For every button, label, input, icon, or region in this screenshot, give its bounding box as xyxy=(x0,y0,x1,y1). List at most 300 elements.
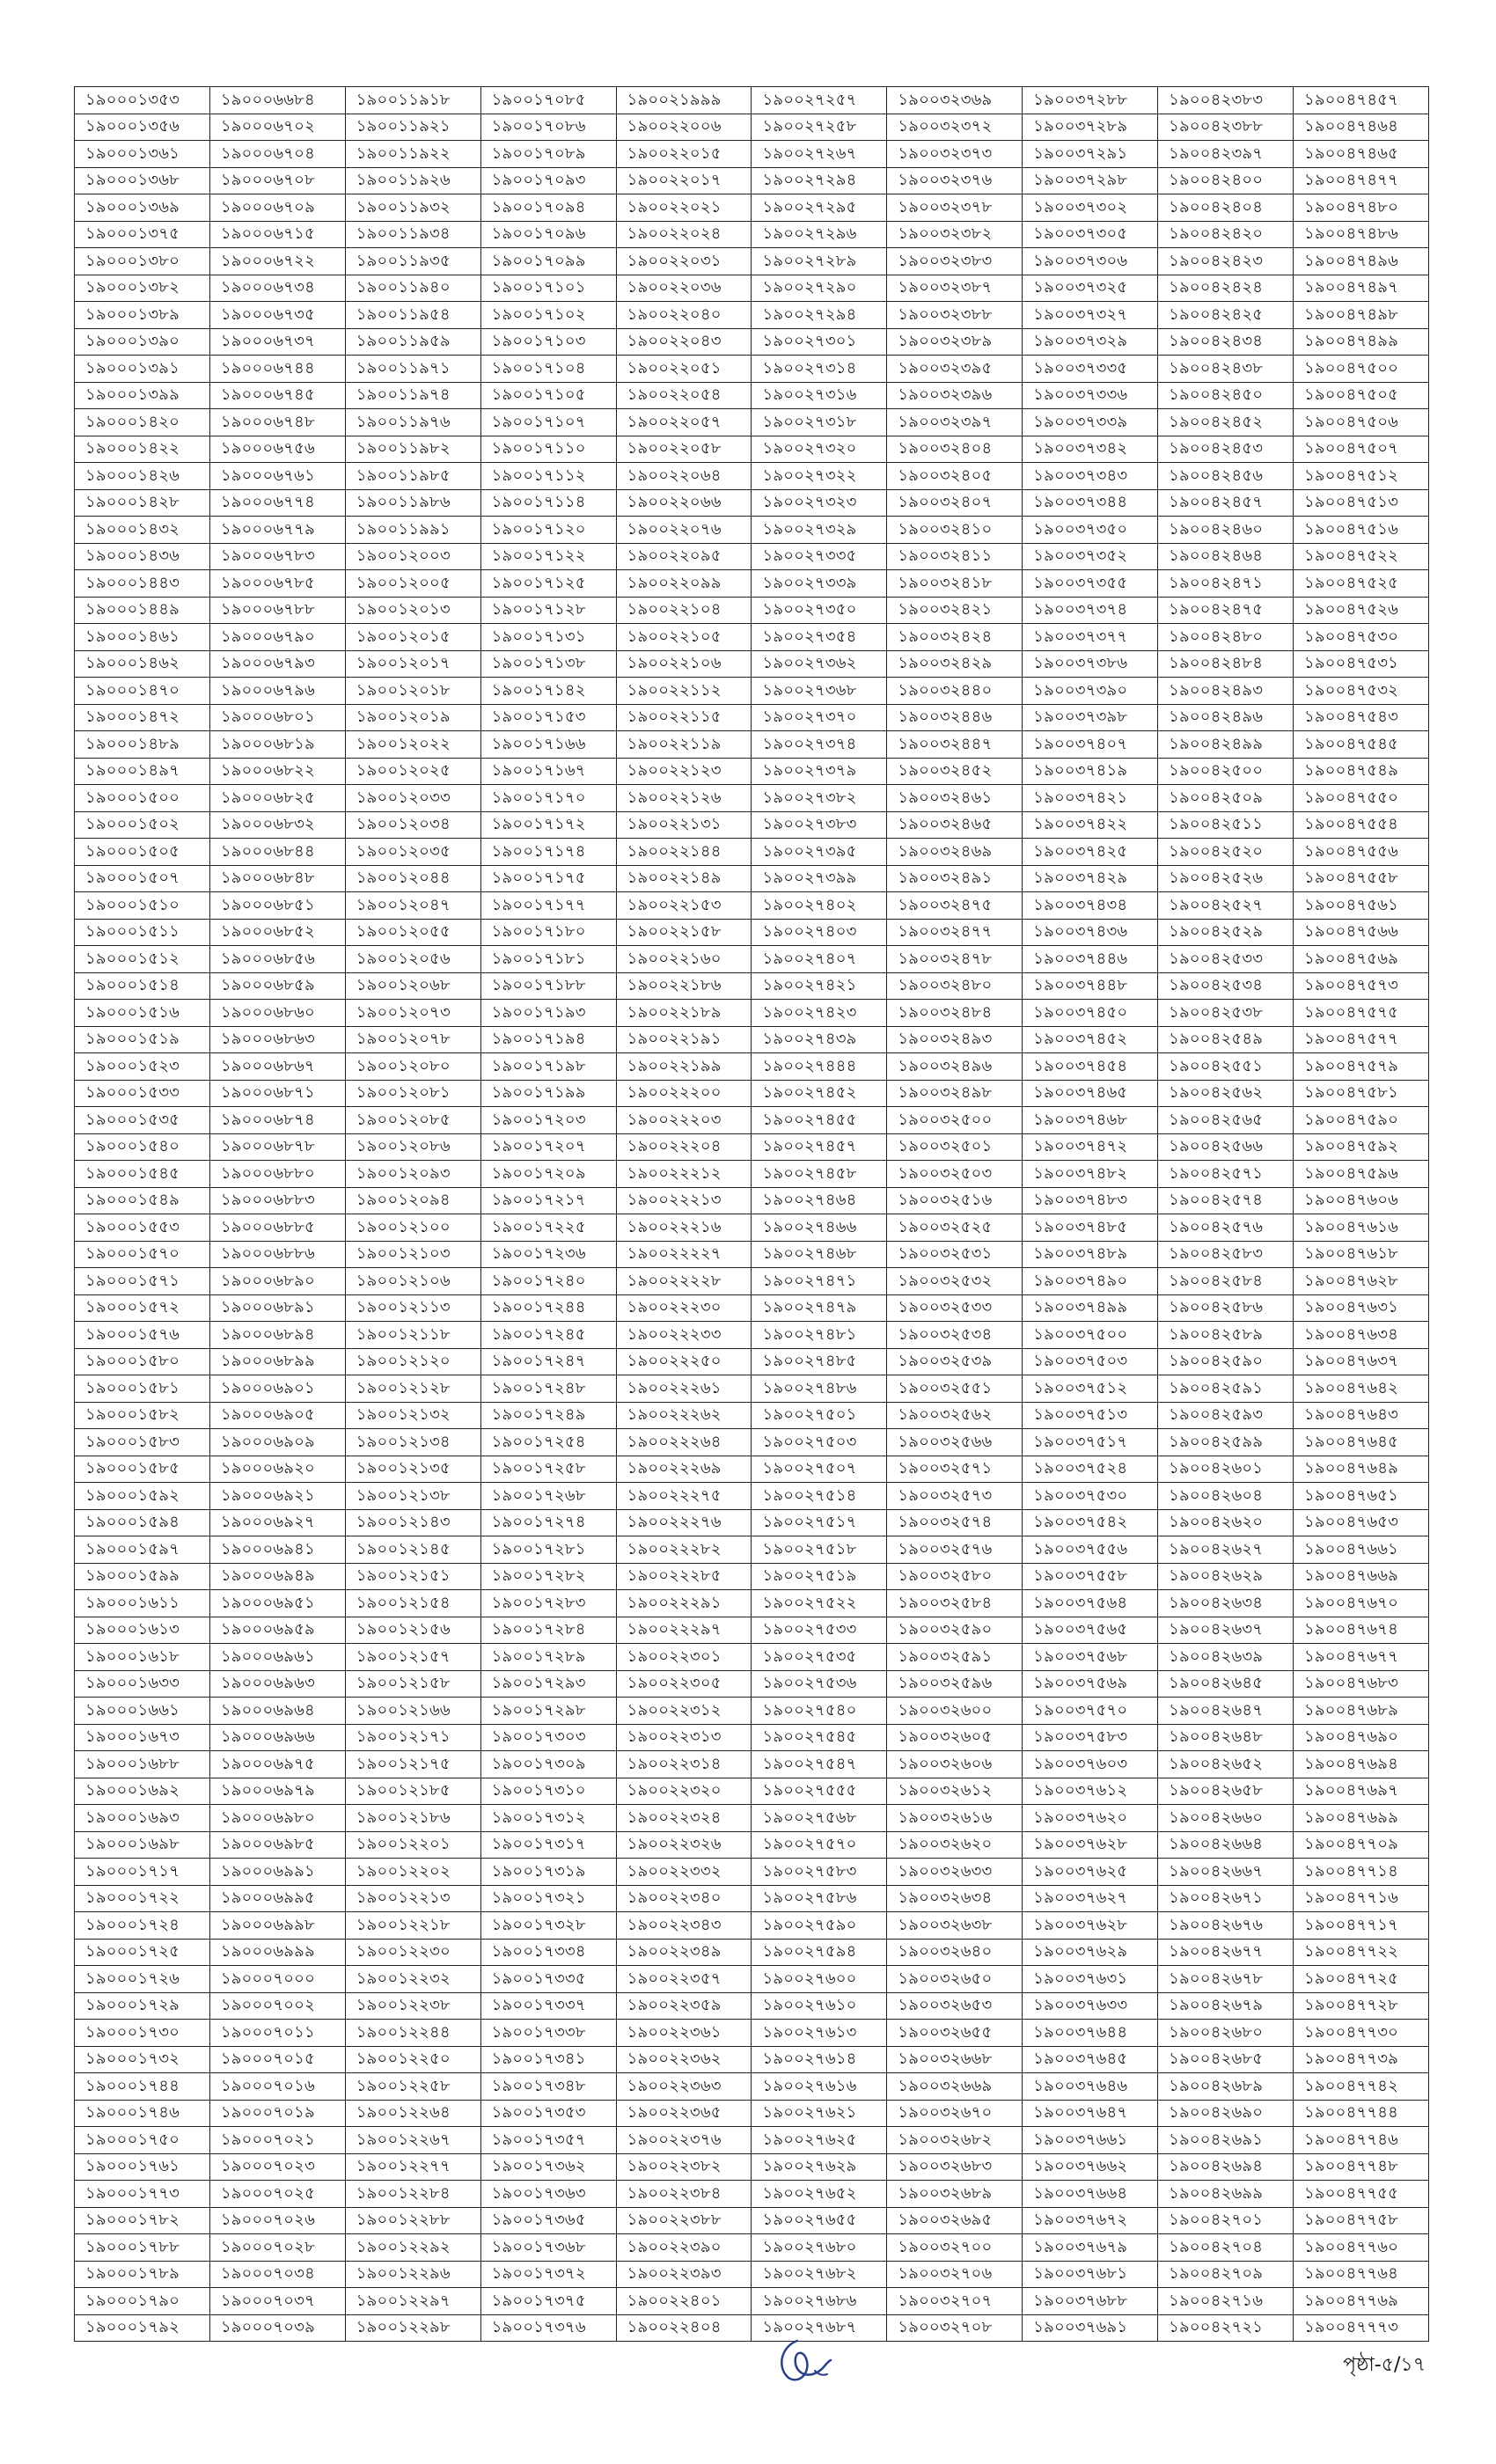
table-cell: ১৯০০৩২৫৮৪ xyxy=(887,1590,1023,1617)
table-row xyxy=(75,1429,1429,1456)
table-cell: ১৯০০২২০৫৮ xyxy=(616,436,752,463)
table-cell: ১৯০০২৭৪৮৫ xyxy=(752,1348,887,1375)
table-cell: ১৯০০৪৭৭২২ xyxy=(1294,1939,1429,1966)
table-cell: ১৯০০৪৭৪৯৬ xyxy=(1294,248,1429,275)
table-cell: ১৯০০২২৩৮৪ xyxy=(616,2181,752,2208)
table-cell: ১৯০০৪৭৫৫৮ xyxy=(1294,865,1429,892)
table-cell: ১৯০০৩৭৪৬৮ xyxy=(1023,1107,1158,1134)
table-cell: ১৯০০২৭৩৩৫ xyxy=(752,543,887,570)
table-cell: ১৯০০৩২৫০০ xyxy=(887,1107,1023,1134)
table-cell: ১৯০০১৭২৯৩ xyxy=(480,1670,616,1698)
table-cell: ১৯০০০১৩৫৬ xyxy=(75,114,210,141)
table-cell: ১৯০০৩২৫৯১ xyxy=(887,1644,1023,1671)
table-cell: ১৯০০৪২৬৩৭ xyxy=(1158,1617,1294,1644)
table-cell: ১৯০০৪৭৫৯০ xyxy=(1294,1107,1429,1134)
table-cell: ১৯০০১৭২৮১ xyxy=(480,1536,616,1564)
table-cell: ১৯০০৪৭৭৭৩ xyxy=(1294,2314,1429,2342)
table-cell: ১৯০০৩৭৪২৯ xyxy=(1023,865,1158,892)
table-cell: ১৯০০৩২৫৭৬ xyxy=(887,1536,1023,1564)
table-cell: ১৯০০১২০৪৭ xyxy=(345,892,480,920)
table-cell: ১৯০০০১৩৯০ xyxy=(75,328,210,356)
table-cell: ১৯০০২৭৬৮৬ xyxy=(752,2288,887,2315)
table-cell: ১৯০০২১৯৯৯ xyxy=(616,87,752,114)
table-cell: ১৯০০০১৫১০ xyxy=(75,892,210,920)
page-number: পৃষ্ঠা-৫/১৭ xyxy=(1343,2354,1426,2376)
table-row xyxy=(75,1831,1429,1859)
table-cell: ১৯০০০১৩৭৫ xyxy=(75,221,210,248)
table-cell: ১৯০০০১৭৩০ xyxy=(75,2020,210,2047)
table-cell: ১৯০০৪২৫৮৬ xyxy=(1158,1294,1294,1322)
table-row xyxy=(75,811,1429,839)
table-cell: ১৯০০৩৭২৯১ xyxy=(1023,141,1158,168)
table-cell: ১৯০০৩২৪১০ xyxy=(887,517,1023,544)
table-cell: ১৯০০২২১৯৯ xyxy=(616,1053,752,1081)
table-cell: ১৯০০০৬৯৫৯ xyxy=(209,1617,345,1644)
table-cell: ১৯০০৩৭৩৭৪ xyxy=(1023,597,1158,624)
table-cell: ১৯০০৪২৫১১ xyxy=(1158,811,1294,839)
table-cell: ১৯০০১১৯৮৫ xyxy=(345,463,480,490)
table-cell: ১৯০০২৭৬২১ xyxy=(752,2100,887,2127)
table-cell: ১৯০০৪৭৭৬৪ xyxy=(1294,2261,1429,2288)
table-cell: ১৯০০২৭৫৫৫ xyxy=(752,1778,887,1805)
table-cell: ১৯০০৩২৪৭৫ xyxy=(887,892,1023,920)
table-cell: ১৯০০৪৭৭৫৫ xyxy=(1294,2181,1429,2208)
table-cell: ১৯০০০১৫৮৩ xyxy=(75,1429,210,1456)
table-cell: ১৯০০৩২৫৯০ xyxy=(887,1617,1023,1644)
table-cell: ১৯০০০১৭৪৪ xyxy=(75,2073,210,2101)
table-cell: ১৯০০০১৬৩৩ xyxy=(75,1670,210,1698)
table-cell: ১৯০০৩২৩৭৩ xyxy=(887,141,1023,168)
table-cell: ১৯০০২২২৬৯ xyxy=(616,1456,752,1483)
table-cell: ১৯০০৪৭৬৯৭ xyxy=(1294,1778,1429,1805)
table-row xyxy=(75,1885,1429,1912)
table-cell: ১৯০০৩২৫০১ xyxy=(887,1133,1023,1161)
table-cell: ১৯০০৩৭৫১৭ xyxy=(1023,1429,1158,1456)
table-cell: ১৯০০৪২৫২০ xyxy=(1158,839,1294,866)
table-cell: ১৯০০০১৫০০ xyxy=(75,785,210,812)
table-cell: ১৯০০১২১৫৬ xyxy=(345,1617,480,1644)
table-cell: ১৯০০৪৭৭২৮ xyxy=(1294,1992,1429,2020)
table-cell: ১৯০০৩৭৪৪৬ xyxy=(1023,946,1158,973)
table-row xyxy=(75,436,1429,463)
table-cell: ১৯০০১২২৪৪ xyxy=(345,2020,480,2047)
table-cell: ১৯০০২২১০৫ xyxy=(616,624,752,651)
table-cell: ১৯০০৪৭৭১৪ xyxy=(1294,1859,1429,1886)
table-cell: ১৯০০৩২৬৫৫ xyxy=(887,2020,1023,2047)
table-cell: ১৯০০১৭১০৫ xyxy=(480,382,616,409)
table-row xyxy=(75,1563,1429,1590)
table-cell: ১৯০০১২২৮৮ xyxy=(345,2207,480,2234)
table-cell: ১৯০০০১৭২২ xyxy=(75,1885,210,1912)
table-cell: ১৯০০২২২৮২ xyxy=(616,1536,752,1564)
table-cell: ১৯০০৪২৫৮৩ xyxy=(1158,1241,1294,1268)
table-cell: ১৯০০৩২৬০৬ xyxy=(887,1751,1023,1778)
table-cell: ১৯০০১২০৮০ xyxy=(345,1053,480,1081)
table-cell: ১৯০০২২০৬৬ xyxy=(616,489,752,517)
table-cell: ১৯০০৪৭৬৩১ xyxy=(1294,1294,1429,1322)
table-cell: ১৯০০১২২৯৭ xyxy=(345,2288,480,2315)
table-cell: ১৯০০৪২৫২৭ xyxy=(1158,892,1294,920)
table-cell: ১৯০০১২১৩৮ xyxy=(345,1483,480,1510)
table-row xyxy=(75,141,1429,168)
table-cell: ১৯০০২২০৫৪ xyxy=(616,382,752,409)
table-cell: ১৯০০৪২৫২৯ xyxy=(1158,919,1294,946)
table-cell: ১৯০০২৭৩০১ xyxy=(752,328,887,356)
table-cell: ১৯০০০৬৭৭৪ xyxy=(209,489,345,517)
table-cell: ১৯০০০১৭৮৯ xyxy=(75,2261,210,2288)
table-row xyxy=(75,972,1429,1000)
table-cell: ১৯০০৩২৬২০ xyxy=(887,1831,1023,1859)
table-cell: ১৯০০৪৭৫৮১ xyxy=(1294,1080,1429,1107)
table-cell: ১৯০০১৭১৭২ xyxy=(480,811,616,839)
table-row xyxy=(75,2207,1429,2234)
table-cell: ১৯০০১৭১৬৬ xyxy=(480,731,616,759)
table-cell: ১৯০০০৬৮৪৮ xyxy=(209,865,345,892)
table-cell: ১৯০০০৬৭১৫ xyxy=(209,221,345,248)
table-cell: ১৯০০৩৭৩৪২ xyxy=(1023,436,1158,463)
table-cell: ১৯০০১২০৭৩ xyxy=(345,1000,480,1027)
table-row xyxy=(75,409,1429,436)
table-cell: ১৯০০০৬৯৯৮ xyxy=(209,1912,345,1940)
table-cell: ১৯০০১৭২৫৪ xyxy=(480,1429,616,1456)
table-cell: ১৯০০১৭৩৬২ xyxy=(480,2153,616,2181)
table-cell: ১৯০০০১৪৪৩ xyxy=(75,570,210,598)
table-cell: ১৯০০৪৭৬৭০ xyxy=(1294,1590,1429,1617)
table-cell: ১৯০০০১৬৯২ xyxy=(75,1778,210,1805)
table-cell: ১৯০০০১৫১২ xyxy=(75,946,210,973)
table-cell: ১৯০০৪২৭০৪ xyxy=(1158,2234,1294,2262)
table-cell: ১৯০০০৭০০০ xyxy=(209,1966,345,1993)
table-cell: ১৯০০৪৭৬০৬ xyxy=(1294,1187,1429,1214)
table-row xyxy=(75,1214,1429,1242)
table-cell: ১৯০০২২৩৪০ xyxy=(616,1885,752,1912)
table-cell: ১৯০০৪২৫৫১ xyxy=(1158,1053,1294,1081)
table-cell: ১৯০০২২৪০১ xyxy=(616,2288,752,2315)
table-cell: ১৯০০১২১১৩ xyxy=(345,1294,480,1322)
table-row xyxy=(75,1268,1429,1295)
table-cell: ১৯০০৩৭৪৪৮ xyxy=(1023,972,1158,1000)
table-cell: ১৯০০০১৬১৮ xyxy=(75,1644,210,1671)
table-cell: ১৯০০২৭৩৫৪ xyxy=(752,624,887,651)
table-cell: ১৯০০৩৭৩৯৮ xyxy=(1023,704,1158,731)
table-cell: ১৯০০২২২৩০ xyxy=(616,1294,752,1322)
table-row xyxy=(75,1536,1429,1564)
table-cell: ১৯০০৪২৫৬৫ xyxy=(1158,1107,1294,1134)
table-cell: ১৯০০২৭৪২৩ xyxy=(752,1000,887,1027)
table-row xyxy=(75,2181,1429,2208)
table-cell: ১৯০০২৭৫১৮ xyxy=(752,1536,887,1564)
table-cell: ১৯০০৩২৬৫৩ xyxy=(887,1992,1023,2020)
table-cell: ১৯০০৪২৬০৪ xyxy=(1158,1483,1294,1510)
table-row xyxy=(75,1590,1429,1617)
table-cell: ১৯০০৪২৬৯০ xyxy=(1158,2100,1294,2127)
table-cell: ১৯০০৩৭৫১২ xyxy=(1023,1375,1158,1403)
table-cell: ১৯০০৪৭৫৬৯ xyxy=(1294,946,1429,973)
table-row xyxy=(75,2153,1429,2181)
table-cell: ১৯০০২৭৪৫৮ xyxy=(752,1161,887,1188)
table-cell: ১৯০০১২২৩৮ xyxy=(345,1992,480,2020)
table-cell: ১৯০০৩৭৩০৫ xyxy=(1023,221,1158,248)
table-cell: ১৯০০৩২৪৭৭ xyxy=(887,919,1023,946)
table-cell: ১৯০০৩২৫২৫ xyxy=(887,1214,1023,1242)
table-cell: ১৯০০২৭৪০৩ xyxy=(752,919,887,946)
table-cell: ১৯০০২২০১৭ xyxy=(616,167,752,194)
table-row xyxy=(75,2100,1429,2127)
table-cell: ১৯০০৩২৪৪০ xyxy=(887,678,1023,705)
table-cell: ১৯০০৩৭৬২৮ xyxy=(1023,1831,1158,1859)
table-cell: ১৯০০৩৭৩৪৩ xyxy=(1023,463,1158,490)
table-cell: ১৯০০৩২৬৩৪ xyxy=(887,1885,1023,1912)
table-cell: ১৯০০৩৭৪২১ xyxy=(1023,785,1158,812)
table-cell: ১৯০০১৭২৬৮ xyxy=(480,1483,616,1510)
table-cell: ১৯০০২৭২৯৪ xyxy=(752,302,887,329)
table-cell: ১৯০০১৭২২৫ xyxy=(480,1214,616,1242)
table-cell: ১৯০০১৭২৪৪ xyxy=(480,1294,616,1322)
table-cell: ১৯০০৪৭৭৪৬ xyxy=(1294,2127,1429,2154)
table-cell: ১৯০০৪২৫৬৬ xyxy=(1158,1133,1294,1161)
table-row xyxy=(75,865,1429,892)
table-cell: ১৯০০২৭৬৮০ xyxy=(752,2234,887,2262)
table-cell: ১৯০০০৬৮৯১ xyxy=(209,1294,345,1322)
table-cell: ১৯০০৪৭৬৫৩ xyxy=(1294,1509,1429,1536)
table-cell: ১৯০০২২৩৫৭ xyxy=(616,1966,752,1993)
table-row xyxy=(75,1724,1429,1751)
table-cell: ১৯০০৩২৪০৪ xyxy=(887,436,1023,463)
table-cell: ১৯০০৪২৫৮৪ xyxy=(1158,1268,1294,1295)
table-cell: ১৯০০১১৯৩৫ xyxy=(345,248,480,275)
table-cell: ১৯০০২৭৬৫৫ xyxy=(752,2207,887,2234)
table-cell: ১৯০০২৭৩২৯ xyxy=(752,517,887,544)
table-cell: ১৯০০১১৯২২ xyxy=(345,141,480,168)
table-cell: ১৯০০০১৫৭৬ xyxy=(75,1322,210,1349)
table-cell: ১৯০০১২১০৩ xyxy=(345,1241,480,1268)
table-row xyxy=(75,2020,1429,2047)
table-cell: ১৯০০৩২৫১৬ xyxy=(887,1187,1023,1214)
table-cell: ১৯০০০১৪৭০ xyxy=(75,678,210,705)
table-cell: ১৯০০৪২৫৭৪ xyxy=(1158,1187,1294,1214)
table-cell: ১৯০০০৬৭৩৫ xyxy=(209,302,345,329)
table-cell: ১৯০০৩৭৩৩৬ xyxy=(1023,382,1158,409)
table-cell: ১৯০০০৬৯২০ xyxy=(209,1456,345,1483)
table-cell: ১৯০০১৭৩৫৭ xyxy=(480,2127,616,2154)
table-cell: ১৯০০৪২৬০১ xyxy=(1158,1456,1294,1483)
table-cell: ১৯০০৪৭৫৯২ xyxy=(1294,1133,1429,1161)
table-cell: ১৯০০৩৭৩৩৫ xyxy=(1023,356,1158,383)
table-cell: ১৯০০২৭৩৫০ xyxy=(752,597,887,624)
table-cell: ১৯০০০৬৮৯৯ xyxy=(209,1348,345,1375)
table-cell: ১৯০০৩২৫৭৪ xyxy=(887,1509,1023,1536)
table-cell: ১৯০০০৬৮৬৩ xyxy=(209,1026,345,1053)
table-cell: ১৯০০১২২৩০ xyxy=(345,1939,480,1966)
table-cell: ১৯০০৪২৪৫৬ xyxy=(1158,463,1294,490)
table-cell: ১৯০০৪৭৬৩৪ xyxy=(1294,1322,1429,1349)
table-cell: ১৯০০৩৭৪২৫ xyxy=(1023,839,1158,866)
table-cell: ১৯০০২৭৫৪৭ xyxy=(752,1751,887,1778)
table-cell: ১৯০০০৭০৩৯ xyxy=(209,2314,345,2342)
table-cell: ১৯০০১৭২০৯ xyxy=(480,1161,616,1188)
table-cell: ১৯০০৪২৩৯৭ xyxy=(1158,141,1294,168)
table-cell: ১৯০০২২০৪৩ xyxy=(616,328,752,356)
table-cell: ১৯০০০৬৯৭৯ xyxy=(209,1778,345,1805)
table-cell: ১৯০০০৭০৩৪ xyxy=(209,2261,345,2288)
table-cell: ১৯০০১৭১২২ xyxy=(480,543,616,570)
table-cell: ১৯০০০৬৯৯৫ xyxy=(209,1885,345,1912)
table-cell: ১৯০০১২০৪৪ xyxy=(345,865,480,892)
table-cell: ১৯০০১২০৭৮ xyxy=(345,1026,480,1053)
table-cell: ১৯০০১১৯৩৪ xyxy=(345,221,480,248)
table-cell: ১৯০০১৭২৮৪ xyxy=(480,1617,616,1644)
table-cell: ১৯০০৪২৪৫০ xyxy=(1158,382,1294,409)
table-cell: ১৯০০২২২২৭ xyxy=(616,1241,752,1268)
table-cell: ১৯০০৪৭৫৭৯ xyxy=(1294,1053,1429,1081)
table-cell: ১৯০০০১৬৯৩ xyxy=(75,1805,210,1832)
table-cell: ১৯০০৪২৬৩৯ xyxy=(1158,1644,1294,1671)
table-cell: ১৯০০৪২৪২০ xyxy=(1158,221,1294,248)
table-cell: ১৯০০০৭০১৯ xyxy=(209,2100,345,2127)
table-cell: ১৯০০৩২৩৮২ xyxy=(887,221,1023,248)
table-cell: ১৯০০১১৯৩২ xyxy=(345,194,480,222)
table-cell: ১৯০০২২২১৩ xyxy=(616,1187,752,1214)
table-cell: ১৯০০০৬৮৪৪ xyxy=(209,839,345,866)
table-cell: ১৯০০১৭৩০৩ xyxy=(480,1724,616,1751)
table-cell: ১৯০০০১৬৮৮ xyxy=(75,1751,210,1778)
table-cell: ১৯০০০১৫৪৫ xyxy=(75,1161,210,1188)
table-cell: ১৯০০৪৭৫০৭ xyxy=(1294,436,1429,463)
table-cell: ১৯০০১৭১২৮ xyxy=(480,597,616,624)
table-cell: ১৯০০৩৭৫৬৮ xyxy=(1023,1644,1158,1671)
table-row xyxy=(75,517,1429,544)
table-cell: ১৯০০২৭২৫৮ xyxy=(752,114,887,141)
table-cell: ১৯০০২২৩৬১ xyxy=(616,2020,752,2047)
table-cell: ১৯০০৩৭৩২৭ xyxy=(1023,302,1158,329)
table-cell: ১৯০০১২০৮১ xyxy=(345,1080,480,1107)
table-cell: ১৯০০০১৫১৯ xyxy=(75,1026,210,1053)
table-cell: ১৯০০০৭০০২ xyxy=(209,1992,345,2020)
table-cell: ১৯০০৩২৬১৬ xyxy=(887,1805,1023,1832)
table-cell: ১৯০০৩২৪৫২ xyxy=(887,758,1023,785)
table-cell: ১৯০০১২২৯৮ xyxy=(345,2314,480,2342)
table-cell: ১৯০০০১৪৭২ xyxy=(75,704,210,731)
table-cell: ১৯০০১২২৩২ xyxy=(345,1966,480,1993)
table-cell: ১৯০০৩২৬৬৮ xyxy=(887,2046,1023,2073)
table-row xyxy=(75,1670,1429,1698)
table-cell: ১৯০০১২০১৫ xyxy=(345,624,480,651)
table-cell: ১৯০০৪২৭২১ xyxy=(1158,2314,1294,2342)
table-body xyxy=(75,87,1429,2342)
table-cell: ১৯০০৪২৭০১ xyxy=(1158,2207,1294,2234)
table-cell: ১৯০০১১৯৮২ xyxy=(345,436,480,463)
table-row xyxy=(75,2073,1429,2101)
table-cell: ১৯০০৩৭৫৪২ xyxy=(1023,1509,1158,1536)
table-cell: ১৯০০১৭৩২৮ xyxy=(480,1912,616,1940)
table-cell: ১৯০০৪৭৭৪৪ xyxy=(1294,2100,1429,2127)
table-cell: ১৯০০০১৭২৫ xyxy=(75,1939,210,1966)
table-cell: ১৯০০০৬৯৬৬ xyxy=(209,1724,345,1751)
table-cell: ১৯০০৪২৫৭৬ xyxy=(1158,1214,1294,1242)
table-cell: ১৯০০৪৭৫২৬ xyxy=(1294,597,1429,624)
table-cell: ১৯০০৪২৫০৯ xyxy=(1158,785,1294,812)
table-cell: ১৯০০০৬৯৪১ xyxy=(209,1536,345,1564)
table-row xyxy=(75,87,1429,114)
table-cell: ১৯০০৪২৫৮৯ xyxy=(1158,1322,1294,1349)
table-cell: ১৯০০৩২৪১৮ xyxy=(887,570,1023,598)
table-cell: ১৯০০২৭৪০২ xyxy=(752,892,887,920)
table-cell: ১৯০০৪৭৫৩১ xyxy=(1294,650,1429,678)
table-cell: ১৯০০০৬৮৯০ xyxy=(209,1268,345,1295)
table-cell: ১৯০০২৭৬৮২ xyxy=(752,2261,887,2288)
table-cell: ১৯০০৪৭৬৭৭ xyxy=(1294,1644,1429,1671)
table-cell: ১৯০০০৬৯৮৫ xyxy=(209,1831,345,1859)
table-row xyxy=(75,1456,1429,1483)
table-cell: ১৯০০১১৯৯১ xyxy=(345,517,480,544)
table-cell: ১৯০০০১৪৯৭ xyxy=(75,758,210,785)
table-cell: ১৯০০৩৭৬৬৪ xyxy=(1023,2181,1158,2208)
table-cell: ১৯০০২৭৪২১ xyxy=(752,972,887,1000)
table-cell: ১৯০০৩৭৪৮৯ xyxy=(1023,1241,1158,1268)
table-cell: ১৯০০০১৩৬৯ xyxy=(75,194,210,222)
table-cell: ১৯০০৩৭৩২৯ xyxy=(1023,328,1158,356)
table-cell: ১৯০০৪২৪৬৪ xyxy=(1158,543,1294,570)
table-cell: ১৯০০০১৫৮৫ xyxy=(75,1456,210,1483)
table-cell: ১৯০০২৭৩৬২ xyxy=(752,650,887,678)
table-cell: ১৯০০৪২৪৭৫ xyxy=(1158,597,1294,624)
table-cell: ১৯০০৪৭৫৫৪ xyxy=(1294,811,1429,839)
table-cell: ১৯০০২৭৬১৩ xyxy=(752,2020,887,2047)
table-cell: ১৯০০০১৫৮২ xyxy=(75,1402,210,1429)
table-cell: ১৯০০১১৯৮৬ xyxy=(345,489,480,517)
table-row xyxy=(75,678,1429,705)
table-cell: ১৯০০৪৭৭২৫ xyxy=(1294,1966,1429,1993)
table-cell: ১৯০০৪২৫৯০ xyxy=(1158,1348,1294,1375)
table-cell: ১৯০০২৭৫০৩ xyxy=(752,1429,887,1456)
table-row xyxy=(75,543,1429,570)
table-cell: ১৯০০০৬৯৯১ xyxy=(209,1859,345,1886)
table-cell: ১৯০০৩২৫৭১ xyxy=(887,1456,1023,1483)
table-cell: ১৯০০০১৫৮০ xyxy=(75,1348,210,1375)
table-cell: ১৯০০৪৭৬১৮ xyxy=(1294,1241,1429,1268)
table-cell: ১৯০০৩২৬৭০ xyxy=(887,2100,1023,2127)
table-cell: ১৯০০১২০৬৮ xyxy=(345,972,480,1000)
table-cell: ১৯০০২২১২৩ xyxy=(616,758,752,785)
table-cell: ১৯০০৩৭৫১৩ xyxy=(1023,1402,1158,1429)
table-cell: ১৯০০২৭৪৫২ xyxy=(752,1080,887,1107)
table-cell: ১৯০০০১৭৪৬ xyxy=(75,2100,210,2127)
table-cell: ১৯০০০১৫৯৪ xyxy=(75,1509,210,1536)
table-row xyxy=(75,1509,1429,1536)
table-cell: ১৯০০৩৭৫৮৩ xyxy=(1023,1724,1158,1751)
table-cell: ১৯০০১২১৭১ xyxy=(345,1724,480,1751)
table-cell: ১৯০০৩৭২৮৯ xyxy=(1023,114,1158,141)
table-cell: ১৯০০০১৫৭১ xyxy=(75,1268,210,1295)
table-cell: ১৯০০৪২৪৮০ xyxy=(1158,624,1294,651)
table-cell: ১৯০০৩৭৫৩০ xyxy=(1023,1483,1158,1510)
table-cell: ১৯০০১৭১৯৪ xyxy=(480,1026,616,1053)
table-cell: ১৯০০১৭২৫৮ xyxy=(480,1456,616,1483)
table-row xyxy=(75,194,1429,222)
table-cell: ১৯০০৩২৫৩৯ xyxy=(887,1348,1023,1375)
table-cell: ১৯০০৩২৪৮০ xyxy=(887,972,1023,1000)
table-cell: ১৯০০১৭১২৫ xyxy=(480,570,616,598)
table-cell: ১৯০০৪২৫৯৩ xyxy=(1158,1402,1294,1429)
table-cell: ১৯০০৩২৪৯৩ xyxy=(887,1026,1023,1053)
table-cell: ১৯০০২২০৩১ xyxy=(616,248,752,275)
table-cell: ১৯০০৪২৩৮৮ xyxy=(1158,114,1294,141)
table-cell: ১৯০০২২০০৬ xyxy=(616,114,752,141)
table-cell: ১৯০০০৬৯২১ xyxy=(209,1483,345,1510)
table-cell: ১৯০০০৬৮৫৬ xyxy=(209,946,345,973)
table-cell: ১৯০০১৭১৯৩ xyxy=(480,1000,616,1027)
table-cell: ১৯০০০৬৮৮৫ xyxy=(209,1214,345,1242)
